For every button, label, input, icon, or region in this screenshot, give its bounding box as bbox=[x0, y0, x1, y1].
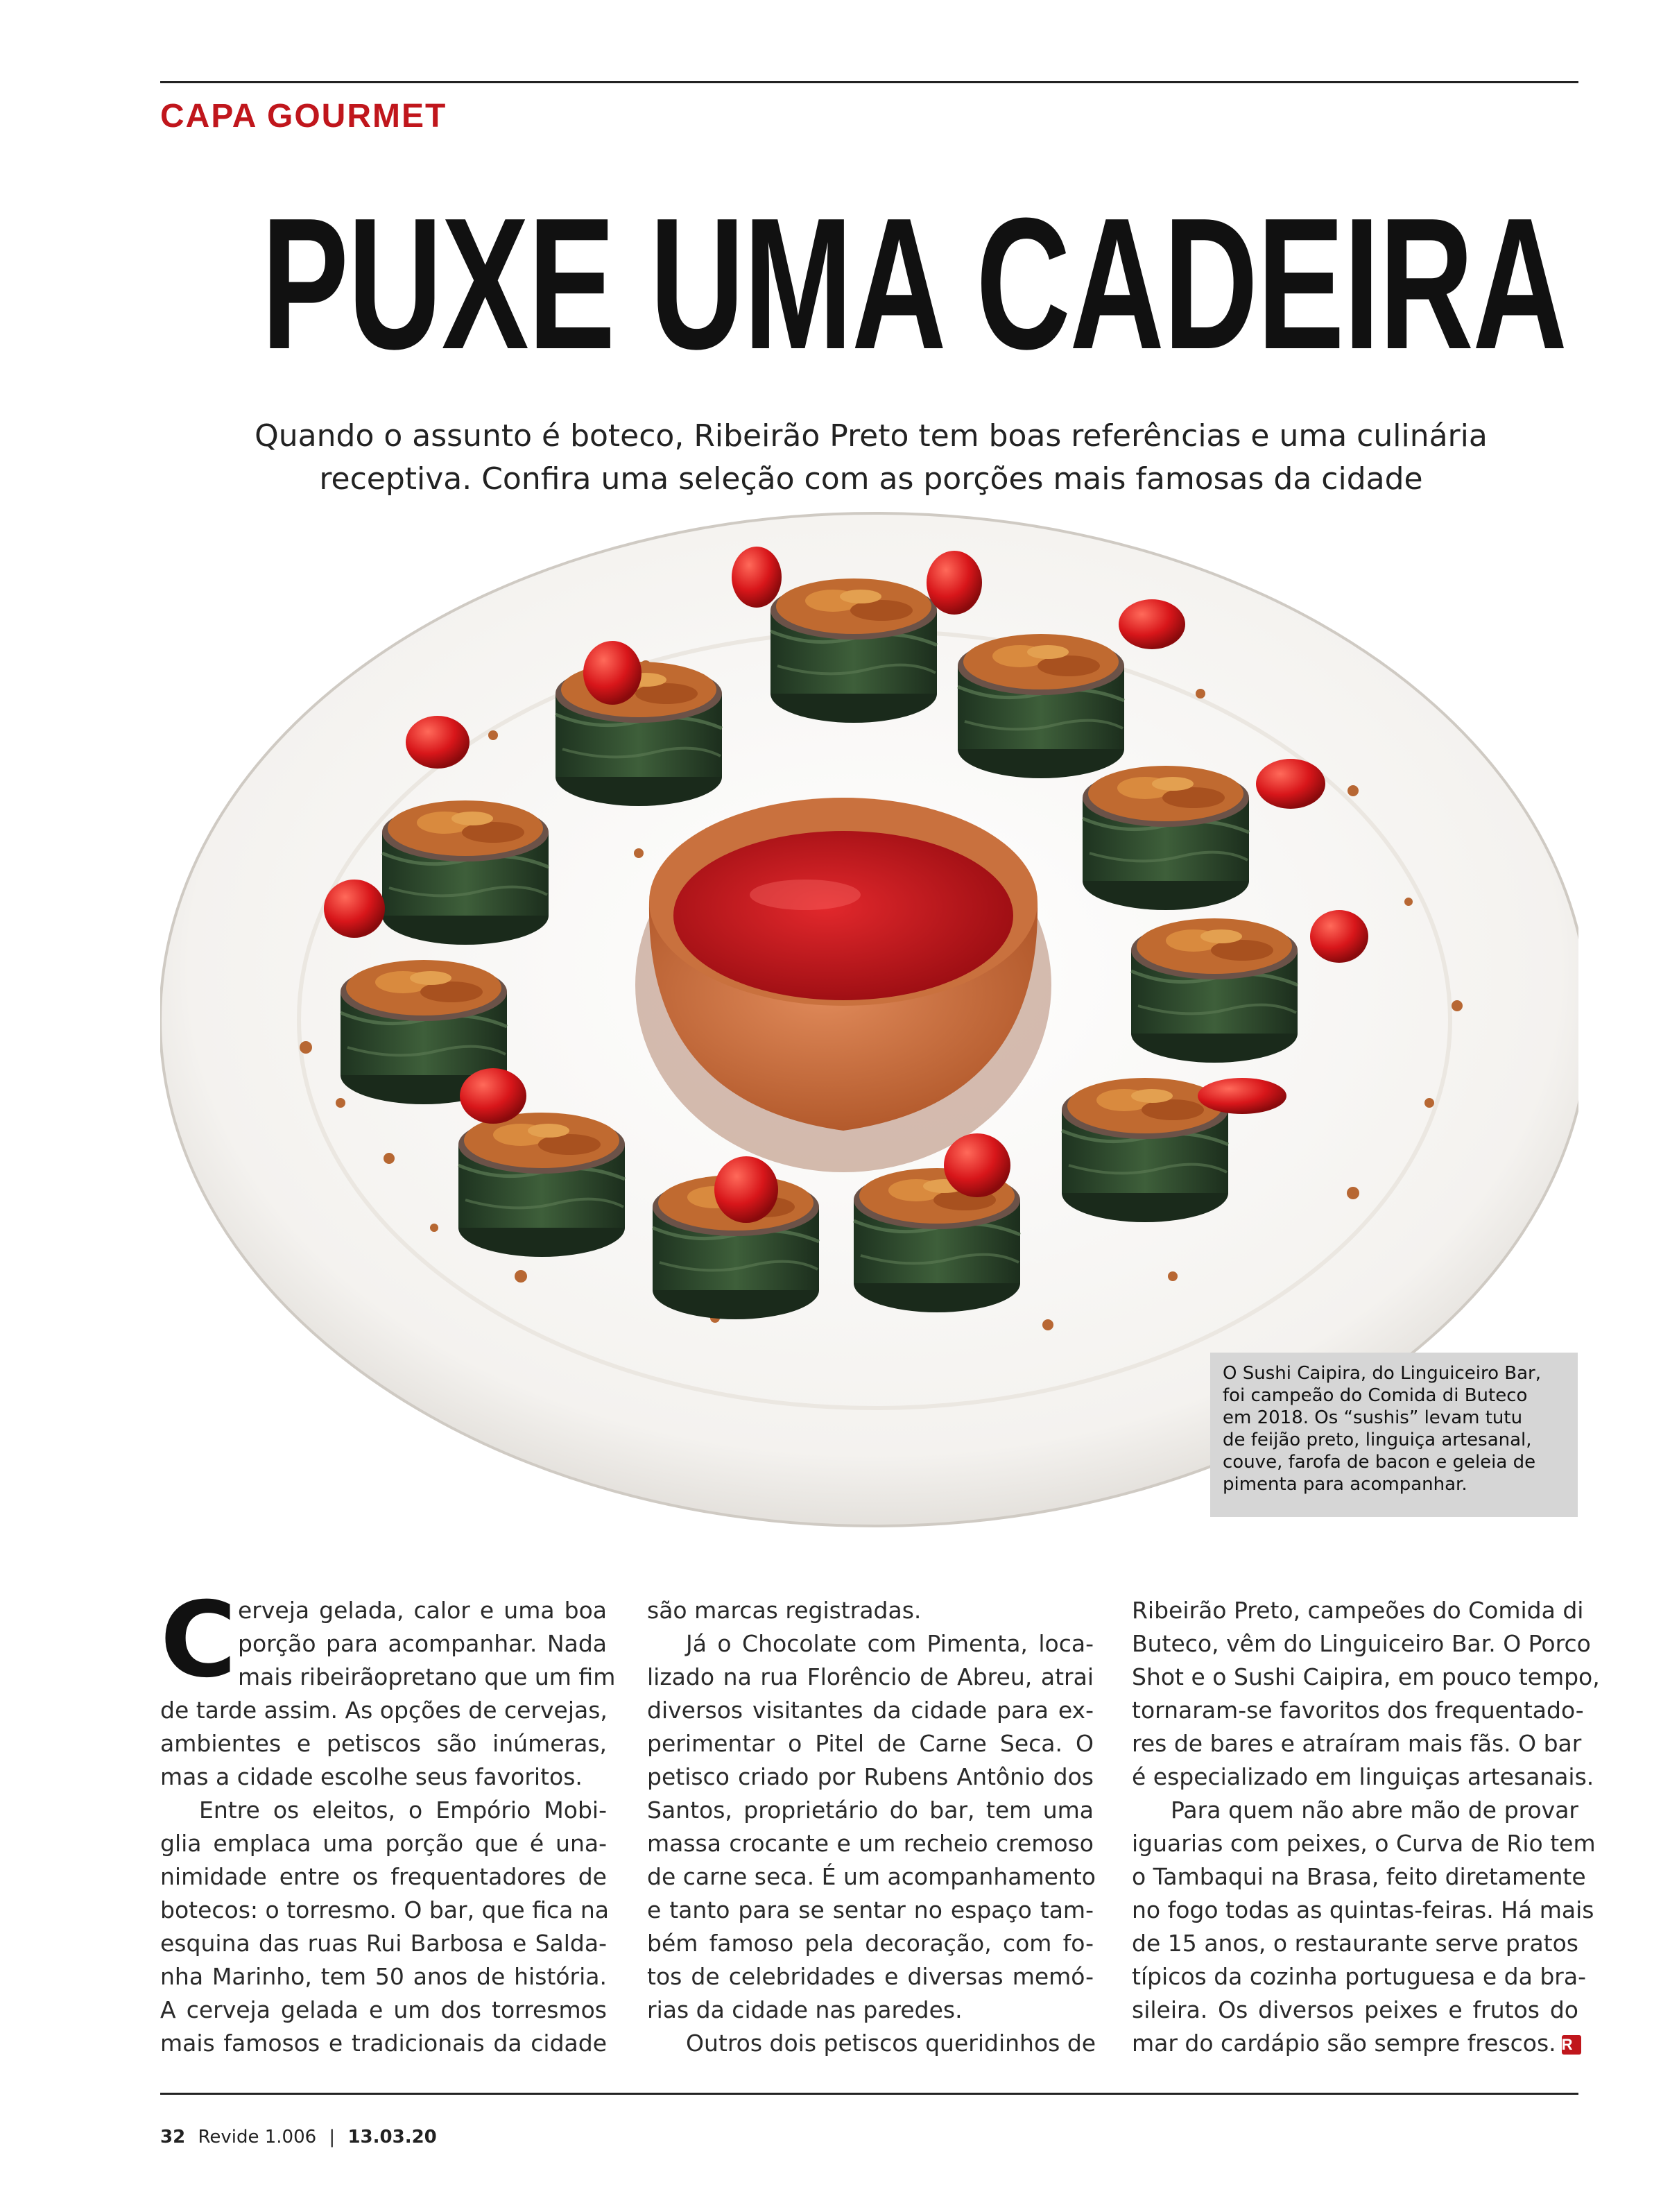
page-footer bbox=[160, 2127, 437, 2147]
body-line: mas a cidade escolhe seus favoritos. bbox=[160, 1763, 583, 1790]
body-line: típicos da cozinha portuguesa e da bra- bbox=[1132, 1963, 1586, 1990]
body-line: rias da cidade nas paredes. bbox=[647, 1996, 963, 2023]
body-line: de carne seca. É um acompanhamento bbox=[647, 1863, 1096, 1890]
body-line: de tarde assim. As opções de cervejas, bbox=[160, 1697, 608, 1724]
body-line: erveja gelada, calor e uma boa bbox=[238, 1597, 607, 1624]
page-number: 32 bbox=[160, 2127, 186, 2147]
body-line: massa crocante e um recheio cremoso bbox=[647, 1830, 1094, 1857]
body-line-final bbox=[1132, 2027, 1578, 2060]
body-line: no fogo todas as quintas-feiras. Há mais bbox=[1132, 1896, 1594, 1923]
body-line: tos de celebridades e diversas memó- bbox=[647, 1963, 1094, 1990]
body-line: mais famosos e tradicionais da cidade bbox=[160, 2030, 607, 2057]
body-line: botecos: o torresmo. O bar, que fica na bbox=[160, 1896, 609, 1923]
body-line: porção para acompanhar. Nada bbox=[238, 1630, 607, 1657]
body-line: o Tambaqui na Brasa, feito diretamente bbox=[1132, 1863, 1586, 1890]
bottom-rule bbox=[160, 2093, 1578, 2095]
body-line: tornaram-se favoritos dos frequentado- bbox=[1132, 1697, 1584, 1724]
standfirst bbox=[208, 415, 1534, 501]
body-column-1 bbox=[160, 1594, 616, 2060]
body-line: glia emplaca uma porção que é una- bbox=[160, 1830, 607, 1857]
body-line: Shot e o Sushi Caipira, em pouco tempo, bbox=[1132, 1663, 1600, 1690]
body-line: iguarias com peixes, o Curva de Rio tem bbox=[1132, 1830, 1596, 1857]
caption-line: O Sushi Caipira, do Linguiceiro Bar, bbox=[1223, 1363, 1542, 1384]
body-line: lizado na rua Florêncio de Abreu, atrai bbox=[647, 1663, 1094, 1690]
section-label: CAPA GOURMET bbox=[160, 98, 447, 135]
body-line: nha Marinho, tem 50 anos de história. bbox=[160, 1963, 607, 1990]
body-line: petisco criado por Rubens Antônio dos bbox=[647, 1763, 1094, 1790]
body-line: sileira. Os diversos peixes e frutos do bbox=[1132, 1996, 1578, 2023]
body-line: A cerveja gelada e um dos torresmos bbox=[160, 1996, 607, 2023]
end-mark-icon: R bbox=[1562, 2035, 1581, 2055]
top-rule bbox=[160, 81, 1578, 83]
body-line: mais ribeirãopretano que um fim bbox=[238, 1663, 616, 1690]
body-line: esquina das ruas Rui Barbosa e Salda- bbox=[160, 1930, 607, 1957]
photo-caption bbox=[1210, 1353, 1578, 1517]
body-line: diversos visitantes da cidade para ex- bbox=[647, 1697, 1094, 1724]
body-line: Outros dois petiscos queridinhos de bbox=[686, 2030, 1096, 2057]
body-line: Buteco, vêm do Linguiceiro Bar. O Porco bbox=[1132, 1630, 1591, 1657]
body-line: Para quem não abre mão de provar bbox=[1171, 1797, 1578, 1824]
headline: PUXE UMA CADEIRA bbox=[261, 180, 1567, 388]
body-line: Santos, proprietário do bar, tem uma bbox=[647, 1797, 1094, 1824]
body-line: bém famoso pela decoração, com fo- bbox=[647, 1930, 1094, 1957]
footer-separator: | bbox=[329, 2127, 336, 2147]
body-line: perimentar o Pitel de Carne Seca. O bbox=[647, 1730, 1094, 1757]
body-line: Ribeirão Preto, campeões do Comida di bbox=[1132, 1597, 1584, 1624]
body-line: Entre os eleitos, o Empório Mobi- bbox=[199, 1797, 607, 1824]
magazine-issue: Revide 1.006 bbox=[198, 2127, 317, 2147]
caption-line: foi campeão do Comida di Buteco bbox=[1223, 1385, 1528, 1406]
body-column-3 bbox=[1132, 1594, 1600, 2060]
caption-line: de feijão preto, linguiça artesanal, bbox=[1223, 1430, 1532, 1450]
body-line: de 15 anos, o restaurante serve pratos bbox=[1132, 1930, 1578, 1957]
body-line: res de bares e atraíram mais fãs. O bar bbox=[1132, 1730, 1582, 1757]
caption-line: pimenta para acompanhar. bbox=[1223, 1474, 1467, 1495]
standfirst-line: Quando o assunto é boteco, Ribeirão Preto tem boas referências e uma culinária bbox=[255, 418, 1488, 454]
body-line-text: mar do cardápio são sempre frescos. bbox=[1132, 2030, 1556, 2057]
body-line: são marcas registradas. bbox=[647, 1597, 922, 1624]
body-line: é especializado em linguiças artesanais. bbox=[1132, 1763, 1594, 1790]
issue-date: 13.03.20 bbox=[347, 2127, 437, 2147]
body-line: ambientes e petiscos são inúmeras, bbox=[160, 1730, 607, 1757]
caption-line: em 2018. Os “sushis” levam tutu bbox=[1223, 1407, 1523, 1428]
body-line: Já o Chocolate com Pimenta, loca- bbox=[686, 1630, 1094, 1657]
body-line: e tanto para se sentar no espaço tam- bbox=[647, 1896, 1094, 1923]
drop-cap: C bbox=[160, 1580, 237, 1701]
standfirst-line: receptiva. Confira uma seleção com as porções mais famosas da cidade bbox=[319, 461, 1423, 497]
body-line: nimidade entre os frequentadores de bbox=[160, 1863, 607, 1890]
caption-line: couve, farofa de bacon e geleia de bbox=[1223, 1452, 1536, 1473]
body-column-2 bbox=[647, 1594, 1094, 2060]
